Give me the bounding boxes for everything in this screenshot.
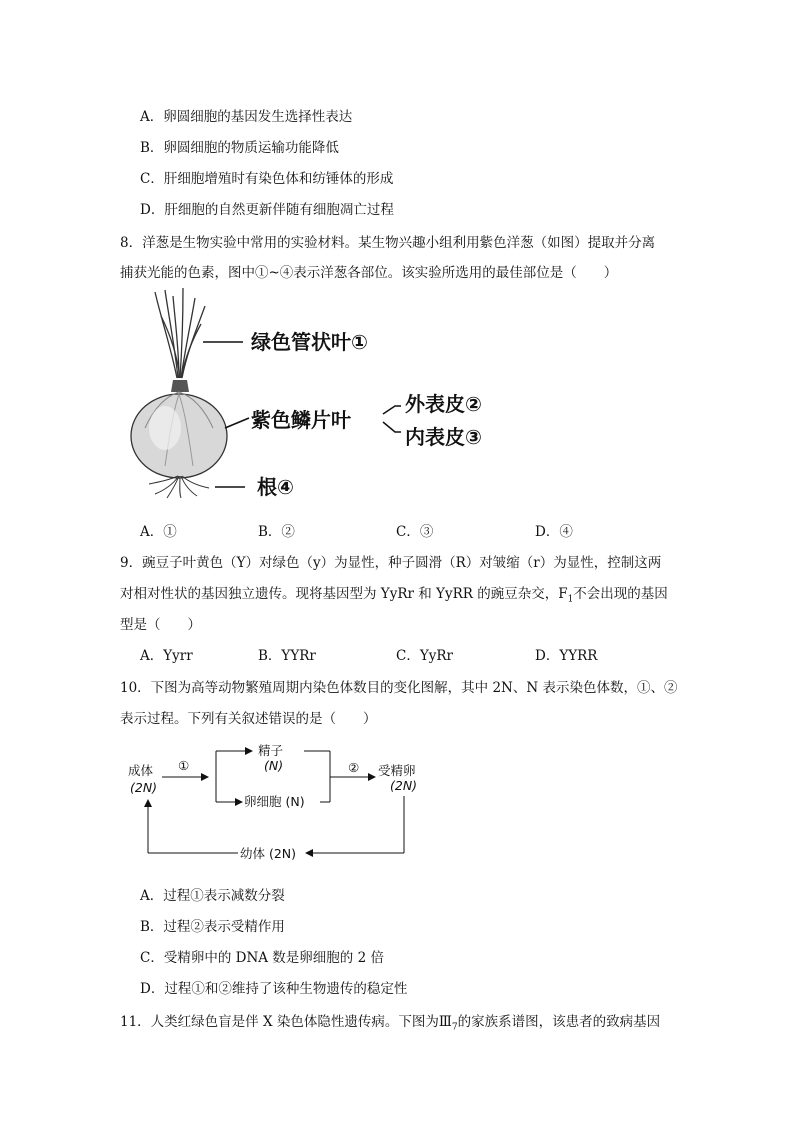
q10-option-d: D．过程①和②维持了该种生物遗传的稳定性: [140, 981, 408, 997]
q9-stem-line2: 对相对性状的基因独立遗传。现将基因型为 YyRr 和 YyRR 的豌豆杂交，$F_1$不会出现的基因: [120, 586, 668, 605]
q8-option-d: D．④: [535, 524, 573, 540]
q10-option-c: C．受精卵中的 DNA 数是卵细胞的 2 倍: [140, 950, 384, 966]
q9-option-d: D．YYRR: [535, 648, 598, 664]
onion-figure: [125, 288, 525, 503]
q10-stem-line1: 10．下图为高等动物繁殖周期内染色体数目的变化图解，其中 2N、N 表示染色体数，①、②: [120, 680, 678, 696]
q9-stem-line1: 9．豌豆子叶黄色（Y）对绿色（y）为显性，种子圆滑（R）对皱缩（r）为显性，控制这两: [120, 555, 662, 571]
onion-leaves: [155, 288, 205, 378]
q10-option-a: A．过程①表示减数分裂: [140, 888, 285, 904]
egg-label: 卵细胞 (N): [244, 794, 305, 809]
q9-option-a: A．Yyrr: [140, 648, 193, 664]
label-purple-scale-leaf: 紫色鳞片叶: [251, 408, 351, 432]
reproduction-cycle-diagram: [120, 740, 430, 865]
q9-stem-line3: 型是（ ）: [120, 617, 201, 633]
q9-option-b: B．YYRr: [258, 648, 316, 664]
sperm-chromosome-count: (N): [264, 758, 284, 773]
q8-stem-line1: 8．洋葱是生物实验中常用的实验材料。某生物兴趣小组利用紫色洋葱（如图）提取并分离: [120, 235, 656, 251]
q10-stem-line2: 表示过程。下列有关叙述错误的是（ ）: [120, 711, 377, 727]
juvenile-label: 幼体 (2N): [240, 846, 297, 861]
q8-option-b: B．②: [258, 524, 295, 540]
adult-chromosome-count: (2N): [130, 780, 158, 795]
sperm-label: 精子: [258, 743, 284, 758]
q10-option-b: B．过程②表示受精作用: [140, 919, 285, 935]
q11-stem-line1: 11．人类红绿色盲是伴 X 染色体隐性遗传病。下图为$Ⅲ_7$的家族系谱图，该患者的致病基因: [120, 1014, 661, 1033]
q7-option-b: B．卵圆细胞的物质运输功能降低: [140, 140, 339, 156]
q8-option-c: C．③: [396, 524, 434, 540]
zygote-label: 受精卵: [378, 763, 416, 778]
onion-roots: [149, 476, 209, 498]
label-outer-epidermis: 外表皮②: [405, 392, 482, 416]
process-2-label: ②: [348, 760, 360, 775]
label-green-tubular-leaf: 绿色管状叶①: [251, 330, 368, 354]
q7-option-a: A．卵圆细胞的基因发生选择性表达: [140, 109, 353, 125]
zygote-chromosome-count: (2N): [390, 778, 418, 793]
q8-options-row: [140, 520, 640, 540]
q7-option-c: C．肝细胞增殖时有染色体和纺锤体的形成: [140, 171, 394, 187]
label-inner-epidermis: 内表皮③: [405, 425, 482, 449]
q8-stem-line2: 捕获光能的色素，图中①~④表示洋葱各部位。该实验所选用的最佳部位是（ ）: [120, 265, 618, 281]
adult-label: 成体: [128, 763, 154, 778]
q7-option-d: D．肝细胞的自然更新伴随有细胞凋亡过程: [140, 202, 394, 218]
process-1-label: ①: [178, 758, 190, 773]
q9-options-row: [140, 644, 640, 664]
q9-option-c: C．YyRr: [396, 648, 453, 664]
label-root: 根④: [257, 475, 294, 499]
q8-option-a: A．①: [140, 524, 177, 540]
